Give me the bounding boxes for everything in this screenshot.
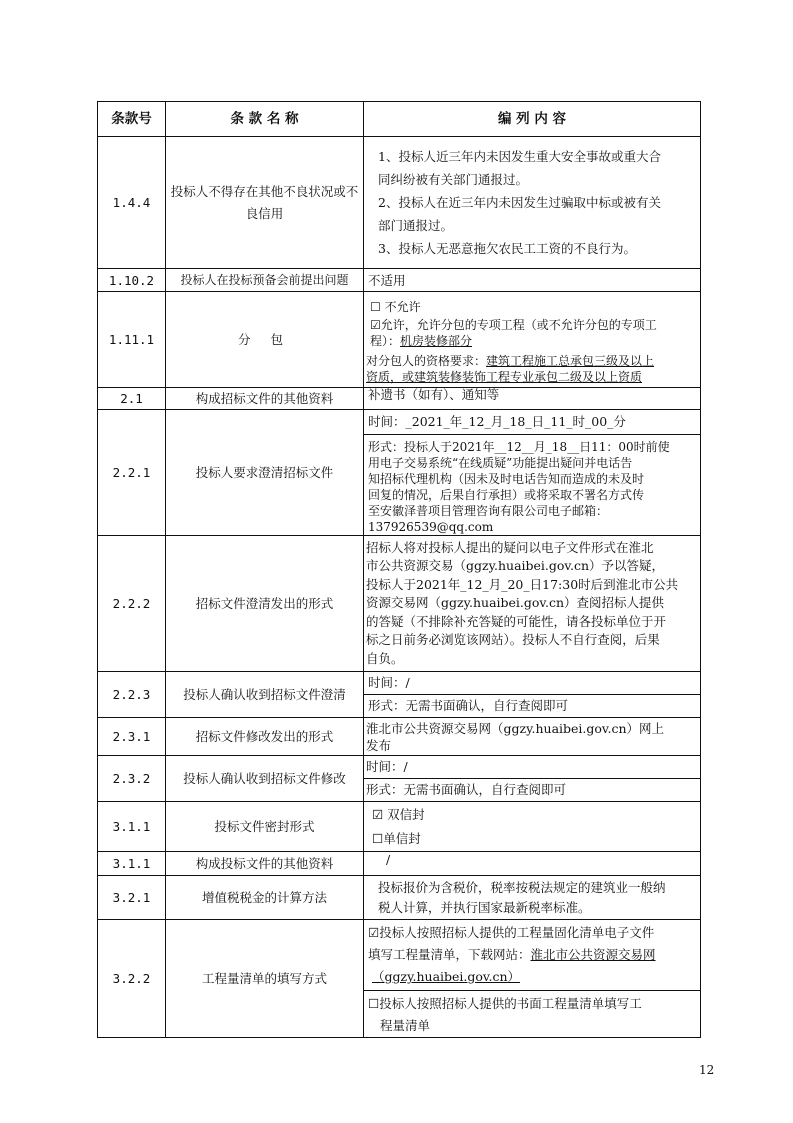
clarification-time: 时间：_2021_年_12_月_18_日_11_时_00_分 (364, 410, 700, 435)
confirm-form: 形式：无需书面确认，自行查阅即可 (366, 782, 567, 797)
clause-name: 工程量清单的填写方式 (166, 920, 364, 1038)
option-double-envelope: ☑ 双信封 (372, 806, 425, 822)
content-line: 3、投标人无恶意拖欠农民工工资的不良行为。 (378, 241, 636, 256)
clause-name: 构成投标文件的其他资料 (166, 852, 364, 876)
clause-content (364, 802, 701, 852)
header-content: 编 列 内 容 (364, 102, 701, 137)
table-row (98, 388, 701, 410)
clause-name: 投标人确认收到招标文件修改 (166, 756, 364, 802)
clause-name: 招标文件修改发出的形式 (166, 718, 364, 756)
clause-number: 3.1.1 (98, 852, 166, 876)
clause-number: 2.3.1 (98, 718, 166, 756)
table-row (98, 410, 701, 536)
content-line: 部门通报过。 (378, 218, 454, 233)
content-line: 1、投标人近三年内未因发生重大安全事故或重大合 (378, 149, 661, 164)
clause-number: 2.2.1 (98, 410, 166, 536)
table-row (98, 718, 701, 756)
clause-content (364, 756, 701, 802)
clause-number: 3.2.1 (98, 876, 166, 920)
option-electronic-list: ☑投标人按照招标人提供的工程量固化清单电子文件 填写工程量清单，下载网站：淮北市公共资源交易网 （ggzy.huaibei.gov.cn） (364, 920, 700, 991)
clarification-form: 形式：投标人于2021年__12__月_18__日11：00时前使 用电子交易系统“在线质疑”功能提出疑问并电话告 知招标代理机构（因未及时电话告知而造成的未及时 回复的情况，后果自行承担）或将采取不署名方式传 至安徽泽普项目管理咨询有限公司电子邮箱： 137926539@qq.com (368, 440, 670, 534)
clause-name: 投标人确认收到招标文件澄清 (166, 672, 364, 718)
confirm-time: 时间：/ (364, 756, 700, 779)
option-not-allowed: ☐ 不允许 (370, 299, 421, 314)
header-clause-number: 条款号 (98, 102, 166, 137)
table-row (98, 672, 701, 718)
clause-content (364, 410, 701, 536)
option-single-envelope: ☐单信封 (372, 830, 421, 846)
clause-name: 投标文件密封形式 (166, 802, 364, 852)
clause-name: 招标文件澄清发出的形式 (166, 536, 364, 672)
clause-name: 分 包 (166, 292, 364, 388)
clause-number: 1.10.2 (98, 269, 166, 292)
clause-number: 1.11.1 (98, 292, 166, 388)
clause-content: 淮北市公共资源交易网（ggzy.huaibei.gov.cn）网上 发布 (364, 718, 701, 756)
table-row (98, 802, 701, 852)
option-allowed: ☑允许，允许分包的专项工程（或不允许分包的专项工 程）：机房装修部分 (370, 317, 657, 348)
clause-name: 投标人在投标预备会前提出问题 (166, 269, 364, 292)
header-clause-name: 条 款 名 称 (166, 102, 364, 137)
clause-content (364, 292, 701, 388)
clause-content (364, 920, 701, 1038)
table-row (98, 536, 701, 672)
confirm-time: 时间：/ (364, 672, 700, 695)
clause-name: 投标人不得存在其他不良状况或不良信用 (166, 137, 364, 269)
clause-number: 3.1.1 (98, 802, 166, 852)
clause-number: 3.2.2 (98, 920, 166, 1038)
clause-content: 招标人将对投标人提出的疑问以电子文件形式在淮北 市公共资源交易（ggzy.huaibei.gov.cn）予以答疑， 投标人于2021年_12_月_20_日17:30时后到淮北市公共 资源交易网（ggzy.huaibei.gov.cn）查阅招标人提供 的答疑（不排除补充答疑的可能性，请各投标单位于开 标之日前务必浏览该网站）。投标人不自行查阅，后果 自负。 (364, 536, 701, 672)
clauses-table (97, 101, 701, 1038)
clause-name: 增值税税金的计算方法 (166, 876, 364, 920)
content-line: 2、投标人在近三年内未因发生过骗取中标或被有关 (378, 195, 661, 210)
clause-number: 2.3.2 (98, 756, 166, 802)
clause-number: 2.2.2 (98, 536, 166, 672)
subcontractor-requirement: 对分包人的资格要求：建筑工程施工总承包三级及以上 资质，或建筑装修装饰工程专业承包二级及以上资质 (366, 353, 655, 384)
clause-content: 投标报价为含税价，税率按税法规定的建筑业一般纳 税人计算，并执行国家最新税率标准。 (364, 876, 701, 920)
table-row (98, 852, 701, 876)
table-header (98, 102, 701, 137)
clause-number: 2.1 (98, 388, 166, 410)
clause-name: 投标人要求澄清招标文件 (166, 410, 364, 536)
clause-number: 2.2.3 (98, 672, 166, 718)
table-row (98, 756, 701, 802)
clause-name: 构成招标文件的其他资料 (166, 388, 364, 410)
clause-content (364, 137, 701, 269)
table-row (98, 920, 701, 1038)
table-row (98, 269, 701, 292)
table-row (98, 876, 701, 920)
clause-content: 不适用 (364, 269, 701, 292)
option-paper-list: ☐投标人按照招标人提供的书面工程量清单填写工 程量清单 (368, 996, 642, 1033)
content-line: 同纠纷被有关部门通报过。 (378, 172, 529, 187)
page-number: 12 (699, 1063, 715, 1077)
table-row (98, 292, 701, 388)
clause-content: 补遗书（如有）、通知等 (364, 388, 701, 410)
clause-content: / (364, 852, 701, 876)
table-row (98, 137, 701, 269)
clause-content (364, 672, 701, 718)
clause-number: 1.4.4 (98, 137, 166, 269)
confirm-form: 形式：无需书面确认，自行查阅即可 (368, 698, 569, 713)
